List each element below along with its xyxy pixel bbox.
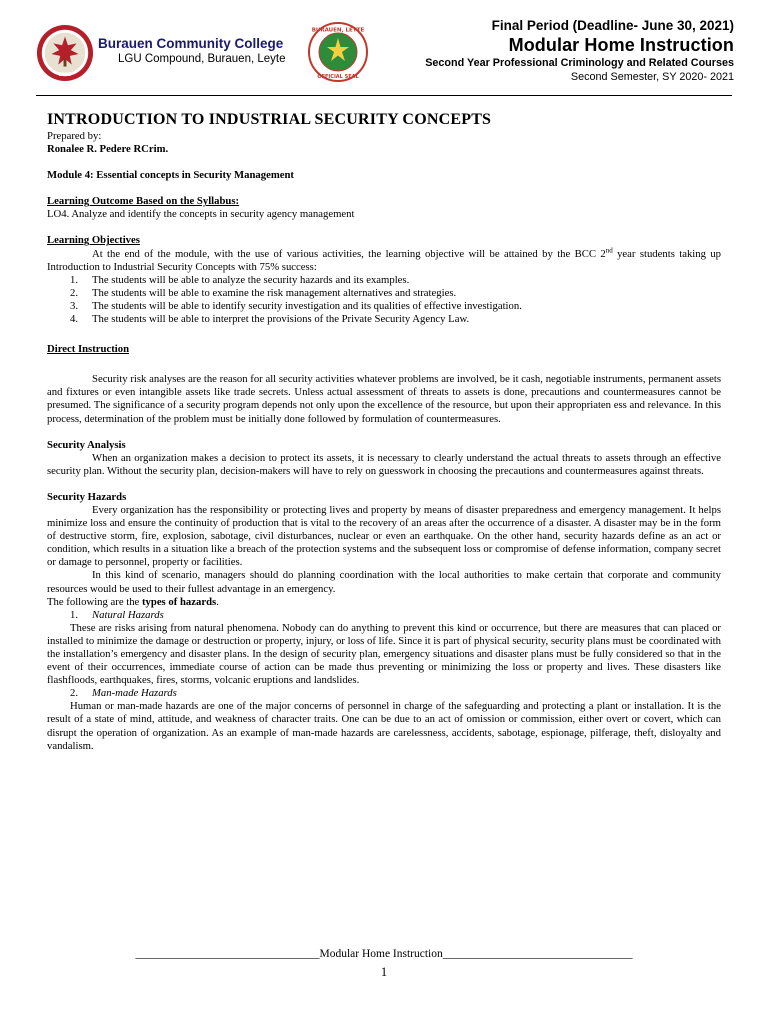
module-title: Module 4: Essential concepts in Security Management: [47, 169, 294, 182]
period-deadline: Final Period (Deadline- June 30, 2021): [491, 18, 734, 33]
list-item: 4. The students will be able to interpret the provisions of the Private Security Agency Law.: [70, 313, 470, 326]
learning-outcome-text: LO4. Analyze and identify the concepts in security agency management: [47, 208, 355, 221]
objectives-intro: At the end of the module, with the use of various activities, the learning objective will be attained by the BCC 2nd year students taking up Introduction to Industrial Security Concepts with 75% success:: [47, 246, 722, 273]
direct-instruction-text: Security risk analyses are the reason for all security activities whatever problems are involved, be it cash, negotiable instruments, permanent assets and fixtures or even intangible assets like trade secrets. Unless actual assessment of threats to assets is done, precautions and countermeasures cannot be presumed. The significance of a security program depends not only upon the excellence of the resource, but upon their appropriaten ess and relevance. In this process, determination of the problem must be initially done followed by formulation of countermeasures.: [47, 373, 721, 425]
page-number: 1: [380, 965, 388, 979]
semester: Second Semester, SY 2020- 2021: [570, 71, 734, 83]
document-body: [47, 110, 721, 753]
objectives-heading: Learning Objectives: [47, 234, 140, 247]
natural-hazards-text: These are risks arising from natural phenomena. Nobody can do anything to prevent this kind or occurrence, but there are measures that can placed or installed to minimize the damage or destruction or property, injury, or loss of life. Since it is part of physical security, security plans must be coordinated with the installation’s emergency and disaster plans. In the design of security plan, emergency situations and disaster plans must be fully considered so that in the event of their occurrences, immediate course of action can be made thus preventing or minimizing the loss or property and lives. These disasters like flashfloods, earthquakes, fires, storms, volcanic eruptions and landslides.: [47, 621, 721, 687]
college-address: LGU Compound, Burauen, Leyte: [118, 53, 286, 65]
list-item: 3. The students will be able to identify security investigation and its qualities of effective investigation.: [70, 299, 522, 312]
logo-year: 2018: [58, 73, 72, 79]
college-logo-icon: [36, 24, 94, 82]
types-of-hazards-intro: The following are the types of hazards.: [47, 595, 219, 608]
security-hazards-text-1: Every organization has the responsibility or protecting lives and property by means of disaster preparedness and emergency management. It helps minimize loss and ensure the continuity of production that is vital to the recovery of an areas after the occurrence of a disaster. A disaster may be in the form of destructive storm, fire, explosion, sabotage, civil disturbances, nuclear or even an earthquake. On the other hand, security hazards define as an act or condition, which results in a situation like a breach of the protection systems and the subsequent loss or compromise of defense information, company secret or damage to personnel, property or facilities.: [47, 503, 721, 569]
header-right: [425, 17, 734, 84]
college-name: Burauen Community College: [98, 36, 284, 51]
list-item: 2. The students will be able to examine the risk management alternatives and strategies.: [70, 286, 457, 299]
manmade-hazards-text: Human or man-made hazards are one of the major concerns of personnel in charge of the safeguarding and protecting a plant or installation. It is the result of a state of mind, attitude, and weakness of character traits. One can be due to an act of omission or commission, either overt or covert, which can disrupt the operation of organization. As an example of man-made hazards are carelessness, accidents, sabotage, espionage, pilferage, theft, disloyalty and vandalism.: [47, 700, 721, 752]
author: Ronalee R. Pedere RCrim.: [47, 143, 169, 156]
security-hazards-text-2: In this kind of scenario, managers should do planning coordination with the local authorities to make certain that corporate and community resources would be used to their fullest advantage in an emergency.: [47, 569, 721, 595]
natural-hazards-heading: 1. Natural Hazards: [70, 608, 164, 621]
official-seal-icon: [308, 22, 368, 82]
college-block: [98, 36, 286, 66]
security-analysis-text: When an organization makes a decision to protect its assets, it is necessary to clearly understand the actual threats to assets through an effective security plan. Without the security plan, decision-makers will have to rely on guesswork in choosing the precautions and countermeasures against threats.: [47, 451, 721, 477]
security-analysis-heading: Security Analysis: [47, 438, 126, 451]
document-title: INTRODUCTION TO INDUSTRIAL SECURITY CONCEPTS: [47, 111, 492, 128]
learning-outcome-heading: Learning Outcome Based on the Syllabus:: [47, 195, 240, 208]
page-footer: ________________________________Modular Home Instruction_________________________________: [135, 948, 633, 960]
seal-bottom-text: OFFICIAL SEAL: [317, 74, 359, 80]
header-divider: [36, 95, 732, 96]
program-title: Modular Home Instruction: [508, 35, 734, 55]
prepared-by-label: Prepared by:: [47, 130, 102, 142]
manmade-hazards-heading: 2. Man-made Hazards: [70, 687, 177, 700]
courses: Second Year Professional Criminology and Related Courses: [425, 57, 734, 69]
security-hazards-heading: Security Hazards: [47, 490, 127, 503]
seal-top-text: BURAUEN, LEYTE: [311, 27, 365, 34]
objectives-list: [47, 274, 721, 326]
list-item: 1. The students will be able to analyze the security hazards and its examples.: [70, 273, 410, 286]
direct-instruction-heading: Direct Instruction: [47, 343, 130, 356]
